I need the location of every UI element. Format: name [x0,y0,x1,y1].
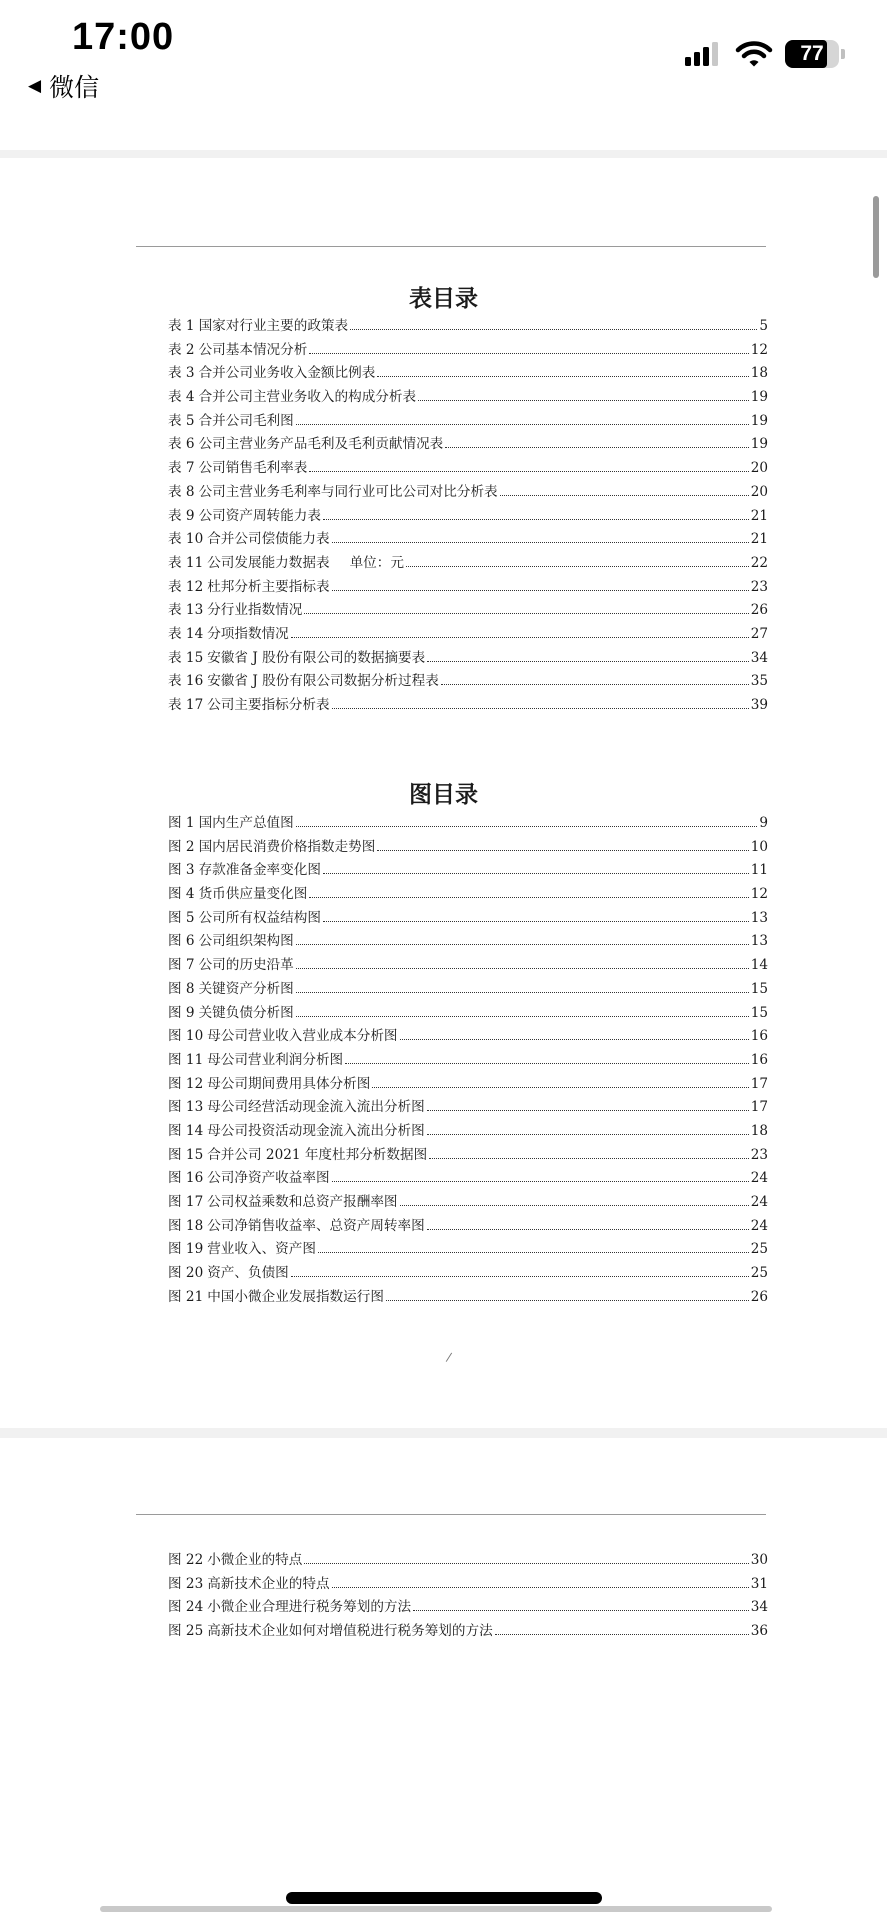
toc-dot-leader [323,519,749,520]
toc-entry-number: 图 6 [168,933,195,950]
toc-dot-leader [427,661,748,662]
toc-entry-title: 小微企业合理进行税务筹划的方法 [207,1599,412,1616]
home-indicator[interactable] [286,1892,602,1904]
document-page-2[interactable] [0,1438,887,1920]
toc-entry-page: 20 [750,483,768,500]
toc-entry-title: 中国小微企业发展指数运行图 [207,1288,384,1305]
wifi-icon [735,40,773,68]
toc-entry[interactable] [168,882,768,906]
toc-entry-page: 18 [750,1122,768,1139]
toc-entry-number: 图 5 [168,909,195,926]
toc-entry-page: 19 [750,389,768,406]
toc-entry-page: 19 [750,436,768,453]
toc-entry[interactable] [168,504,768,528]
battery-percentage: 77 [800,42,824,65]
toc-entry-page: 10 [750,838,768,855]
toc-entry-title: 合并公司毛利图 [198,412,294,429]
toc-dot-leader [323,921,749,922]
toc-entry-title: 高新技术企业如何对增值税进行税务筹划的方法 [207,1623,493,1640]
toc-entry-page: 22 [750,554,768,571]
toc-entry[interactable] [168,1237,768,1261]
toc-entry-page: 34 [750,1599,768,1616]
toc-entry-page: 20 [750,460,768,477]
toc-entry-page: 16 [750,1051,768,1068]
toc-entry[interactable] [168,1190,768,1214]
toc-entry-number: 表 9 [168,507,195,524]
toc-entry[interactable] [168,432,768,456]
toc-entry-page: 24 [750,1217,768,1234]
toc-entry-number: 图 15 [168,1146,204,1163]
toc-entry-page: 24 [750,1170,768,1187]
toc-dot-leader [296,1016,749,1017]
toc-entry[interactable] [168,361,768,385]
back-triangle-icon: ◀ [28,76,42,95]
toc-entry-title: 公司主营业务产品毛利及毛利贡献情况表 [198,436,444,453]
toc-dot-leader [304,1563,748,1564]
toc-entry-number: 表 14 [168,625,204,642]
toc-dot-leader [441,684,749,685]
toc-dot-leader [291,637,749,638]
toc-entry-page: 24 [750,1194,768,1210]
battery-tip [841,49,845,59]
toc-dot-leader [304,613,748,614]
toc-entry[interactable] [168,1619,768,1643]
toc-entry-title: 公司净资产收益率图 [207,1170,330,1187]
toc-dot-leader [372,1087,748,1088]
toc-dot-leader [386,1300,749,1301]
toc-dot-leader [332,1587,749,1588]
toc-entry-title: 公司销售毛利率表 [198,460,308,477]
toc-entry-title: 国家对行业主要的政策表 [198,318,349,334]
toc-entry-page: 16 [750,1028,768,1045]
toc-entry-page: 21 [750,531,768,548]
toc-dot-leader [377,376,748,377]
toc-entry[interactable] [168,480,768,504]
toc-entry-number: 图 2 [168,838,195,855]
toc-entry[interactable] [168,1595,768,1619]
toc-entry-number: 表 2 [168,341,195,358]
toc-entry-number: 图 25 [168,1623,204,1640]
battery-icon [785,40,839,68]
toc-entry-number: 表 16 [168,673,204,690]
toc-dot-leader [445,447,748,448]
status-time: 17:00 [72,16,175,58]
toc-entry[interactable] [168,598,768,622]
toc-dot-leader [296,992,749,993]
toc-dot-leader [296,826,758,827]
toc-entry-number: 图 18 [168,1217,204,1234]
toc-entry-number: 图 1 [168,815,195,831]
toc-entry-number: 图 23 [168,1575,204,1592]
toc-dot-leader [500,495,749,496]
toc-entry-number: 图 16 [168,1170,204,1187]
toc-entry[interactable] [168,551,768,575]
toc-entry-title: 公司主营业务毛利率与同行业可比公司对比分析表 [198,483,498,500]
toc-entry-title: 合并公司 2021 年度杜邦分析数据图 [207,1146,428,1163]
toc-entry-number: 图 7 [168,957,195,974]
toc-entry-title: 公司的历史沿革 [198,957,294,974]
toc-dot-leader [323,873,749,874]
toc-dot-leader [427,1134,749,1135]
toc-entry-number: 表 10 [168,531,204,548]
toc-entry-title: 合并公司主营业务收入的构成分析表 [198,389,417,406]
toc-entry-page: 5 [759,318,768,334]
toc-entry-number: 图 22 [168,1552,204,1568]
toc-entry-page: 34 [750,649,768,666]
toc-entry-page: 9 [759,815,768,831]
toc-entry-page: 13 [750,909,768,926]
toc-entry-title: 公司发展能力数据表 [207,554,330,571]
toc-entry-title: 杜邦分析主要指标表 [207,578,330,595]
toc-entry[interactable] [168,527,768,551]
scrollbar-thumb[interactable] [873,196,879,278]
toc-entry[interactable] [168,1572,768,1596]
toc-entry[interactable] [168,1001,768,1025]
toc-dot-leader [296,968,749,969]
toc-entry[interactable] [168,314,768,338]
toc-entry[interactable] [168,646,768,670]
horizontal-scroll-track [100,1906,772,1912]
toc-entry-page: 27 [750,625,768,642]
toc-entry-title: 公司主要指标分析表 [207,697,330,713]
document-page-1[interactable] [0,158,887,1428]
toc-entry-page: 26 [750,1288,768,1305]
toc-entry-page: 14 [750,957,768,974]
toc-entry-number: 表 13 [168,602,204,619]
toc-entry-title: 小微企业的特点 [207,1552,303,1568]
toc-entry-number: 图 3 [168,862,195,879]
toc-entry[interactable] [168,1072,768,1096]
toc-entry-title: 存款准备金率变化图 [198,862,321,879]
toc-entry-page: 15 [750,1004,768,1021]
back-label: 微信 [49,74,100,102]
toc-entry[interactable] [168,1261,768,1285]
toc-entry-page: 12 [750,341,768,358]
toc-entry[interactable] [168,1548,768,1572]
toc-entry-page: 25 [750,1241,768,1258]
toc-entry-title: 国内居民消费价格指数走势图 [198,838,376,855]
toc-dot-leader [377,850,748,851]
stray-mark: / [445,1349,453,1365]
toc-entry-number: 图 19 [168,1241,204,1258]
toc-entry[interactable] [168,1095,768,1119]
figures-toc-list-continued [168,1548,768,1643]
toc-entry[interactable] [168,977,768,1001]
toc-entry-page: 39 [750,697,768,713]
toc-entry[interactable] [168,622,768,646]
toc-dot-leader [429,1158,749,1159]
toc-dot-leader [332,708,749,709]
toc-entry[interactable] [168,1119,768,1143]
toc-entry-title: 母公司经营活动现金流入流出分析图 [207,1099,425,1116]
toc-entry-number: 表 8 [168,483,195,500]
toc-entry[interactable] [168,385,768,409]
toc-dot-leader [309,353,748,354]
toc-entry-title: 关键资产分析图 [198,980,294,997]
toc-entry[interactable] [168,811,768,835]
toc-entry[interactable] [168,669,768,693]
toc-entry-number: 图 17 [168,1194,204,1210]
toc-dot-leader [332,1181,749,1182]
toc-entry-number: 图 12 [168,1075,204,1092]
toc-entry-title: 公司权益乘数和总资产报酬率图 [207,1194,398,1210]
toc-entry-page: 11 [750,862,768,879]
toc-entry-title: 母公司营业收入营业成本分析图 [207,1028,398,1045]
toc-entry[interactable] [168,1143,768,1167]
toc-entry-page: 35 [750,673,768,690]
toc-entry-page: 17 [750,1099,768,1116]
toc-entry-number: 图 4 [168,886,195,903]
toc-entry-page: 26 [750,602,768,619]
toc-entry-title: 公司净销售收益率、总资产周转率图 [207,1217,425,1234]
header-rule [136,1514,766,1515]
toc-dot-leader [495,1634,749,1635]
toc-entry[interactable] [168,1166,768,1190]
toc-entry[interactable] [168,858,768,882]
toc-entry[interactable] [168,456,768,480]
toc-entry-number: 图 8 [168,980,195,997]
toc-entry-page: 19 [750,412,768,429]
toc-entry-title: 资产、负债图 [207,1265,289,1282]
toc-entry-number: 表 1 [168,318,195,334]
toc-entry-page: 15 [750,980,768,997]
toc-entry-number: 图 21 [168,1288,204,1305]
figures-toc-list [168,811,768,1308]
toc-entry-title: 高新技术企业的特点 [207,1575,330,1592]
header-rule [136,246,766,247]
figures-section-title: 图目录 [409,782,478,808]
toc-dot-leader [418,400,749,401]
toc-entry-title: 母公司营业利润分析图 [207,1051,344,1068]
toc-entry-title: 安徽省 J 股份有限公司的数据摘要表 [207,649,426,666]
toc-entry-number: 图 20 [168,1265,204,1282]
toc-dot-leader [309,897,748,898]
toc-entry[interactable] [168,1024,768,1048]
toc-entry-number: 表 3 [168,365,195,382]
status-bar [0,0,887,150]
toc-entry-title: 营业收入、资产图 [207,1241,316,1258]
toc-entry-title: 分行业指数情况 [207,602,303,619]
toc-entry-page: 30 [750,1552,768,1568]
toc-entry-number: 表 11 [168,554,204,571]
toc-entry[interactable] [168,1214,768,1238]
toc-entry-page: 31 [750,1575,768,1592]
toc-entry-number: 表 15 [168,649,204,666]
tables-section-title: 表目录 [409,286,478,312]
toc-entry-title: 国内生产总值图 [198,815,294,831]
toc-dot-leader [427,1229,749,1230]
toc-entry-unit: 单位：元 [349,554,404,571]
toc-dot-leader [318,1252,749,1253]
toc-dot-leader [296,424,749,425]
system-icons [685,40,845,68]
toc-dot-leader [413,1610,749,1611]
toc-entry-number: 表 7 [168,460,195,477]
toc-entry-title: 安徽省 J 股份有限公司数据分析过程表 [207,673,439,690]
toc-dot-leader [400,1205,749,1206]
toc-entry-title: 公司所有权益结构图 [198,909,321,926]
toc-dot-leader [350,329,757,330]
toc-entry-number: 表 17 [168,697,204,713]
toc-entry[interactable] [168,1048,768,1072]
toc-entry-number: 表 6 [168,436,195,453]
toc-entry-page: 36 [750,1623,768,1640]
toc-entry-number: 图 11 [168,1051,204,1068]
toc-entry-number: 表 12 [168,578,204,595]
toc-entry-page: 21 [750,507,768,524]
cellular-signal-icon [685,42,721,66]
toc-entry-page: 12 [750,886,768,903]
toc-entry[interactable] [168,409,768,433]
toc-entry-number: 图 24 [168,1599,204,1616]
toc-dot-leader [400,1039,749,1040]
back-to-wechat-button[interactable] [28,68,99,104]
toc-dot-leader [296,944,749,945]
tables-toc-list [168,314,768,717]
toc-entry-title: 公司组织架构图 [198,933,294,950]
toc-entry-title: 关键负债分析图 [198,1004,294,1021]
toc-entry-page: 17 [750,1075,768,1092]
toc-entry-title: 合并公司业务收入金额比例表 [198,365,376,382]
toc-dot-leader [332,542,749,543]
toc-entry-title: 母公司投资活动现金流入流出分析图 [207,1122,425,1139]
toc-entry-number: 表 5 [168,412,195,429]
toc-entry[interactable] [168,929,768,953]
toc-dot-leader [309,471,748,472]
toc-entry-page: 23 [750,578,768,595]
toc-entry-page: 23 [750,1146,768,1163]
toc-entry-page: 25 [750,1265,768,1282]
toc-entry-number: 图 14 [168,1122,204,1139]
toc-entry-title: 公司基本情况分析 [198,341,308,358]
toc-entry[interactable] [168,1285,768,1309]
toc-entry[interactable] [168,338,768,362]
toc-entry[interactable] [168,693,768,717]
toc-entry-number: 图 13 [168,1099,204,1116]
toc-entry-page: 13 [750,933,768,950]
toc-entry-number: 表 4 [168,389,195,406]
toc-dot-leader [291,1276,749,1277]
toc-entry-title: 货币供应量变化图 [198,886,308,903]
toc-entry-title: 公司资产周转能力表 [198,507,321,524]
toc-entry[interactable] [168,906,768,930]
toc-entry[interactable] [168,575,768,599]
toc-entry-title: 合并公司偿债能力表 [207,531,330,548]
toc-dot-leader [427,1110,749,1111]
toc-entry-number: 图 9 [168,1004,195,1021]
toc-entry-title: 母公司期间费用具体分析图 [207,1075,371,1092]
toc-entry-page: 18 [750,365,768,382]
toc-dot-leader [332,590,749,591]
toc-entry[interactable] [168,953,768,977]
toc-dot-leader [406,566,749,567]
toc-dot-leader [345,1063,749,1064]
toc-entry-title: 分项指数情况 [207,625,289,642]
toc-entry[interactable] [168,835,768,859]
toc-entry-number: 图 10 [168,1028,204,1045]
